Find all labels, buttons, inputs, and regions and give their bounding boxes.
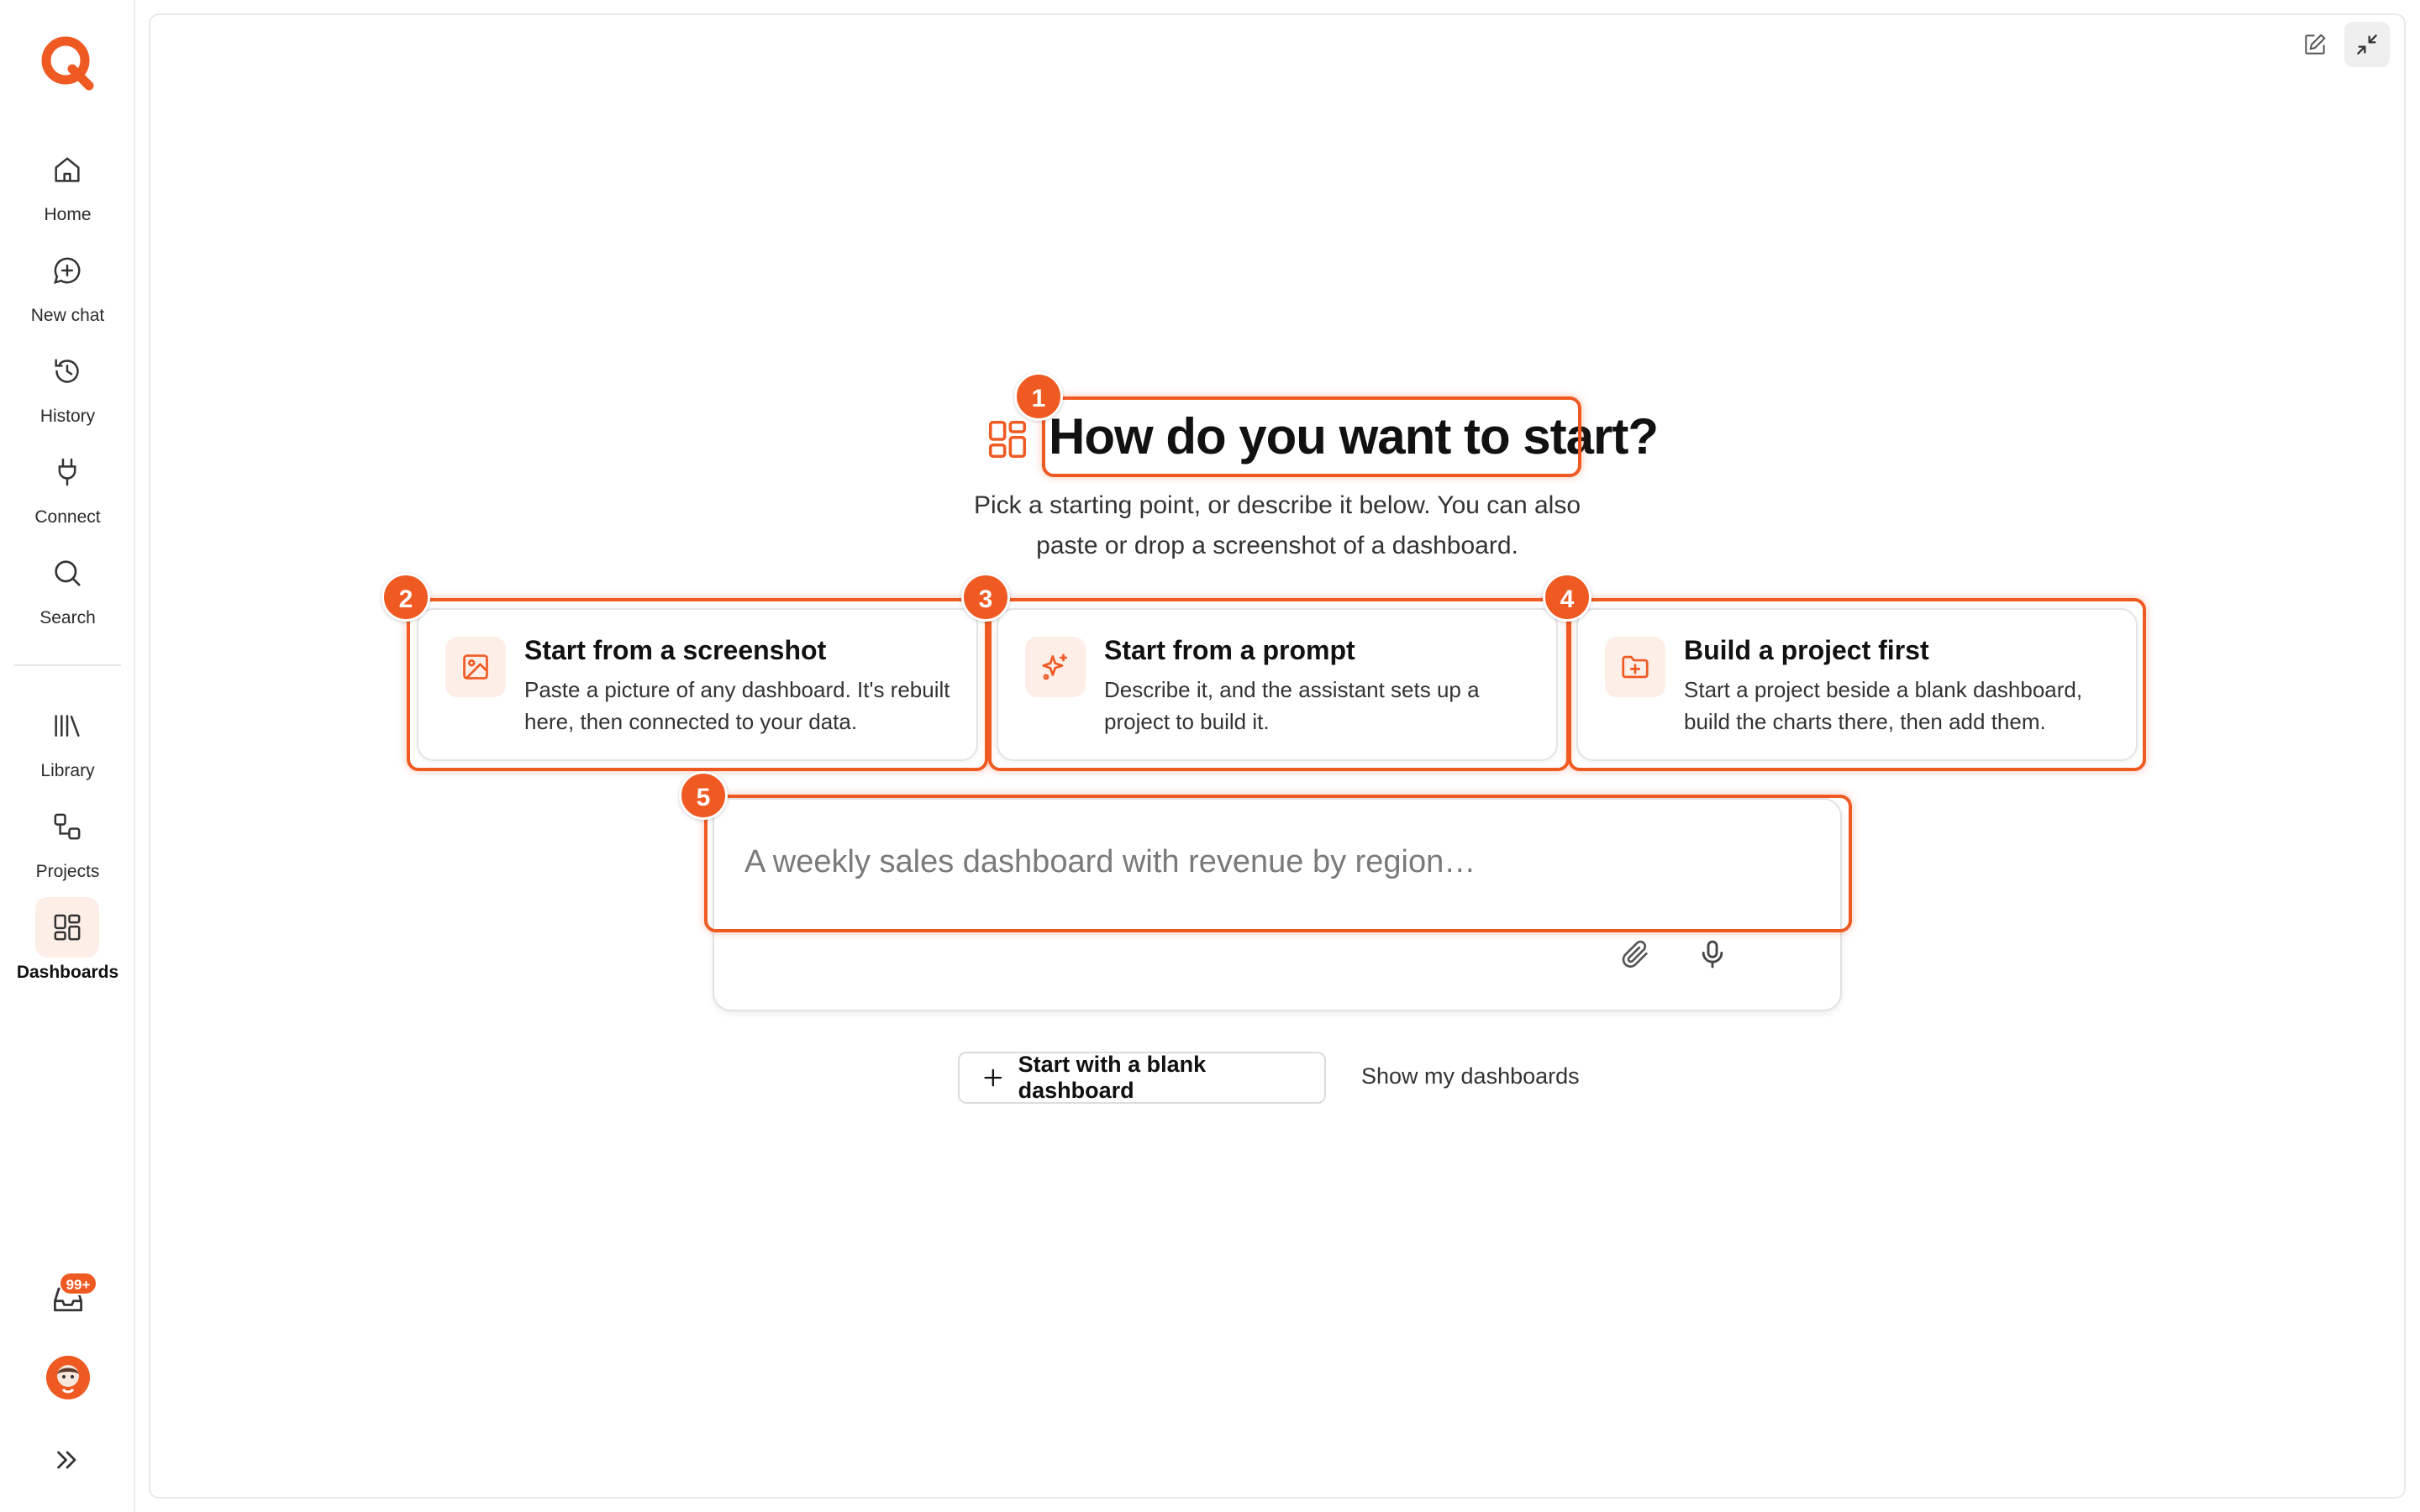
notification-badge: 99+ [59, 1272, 97, 1295]
avatar[interactable] [46, 1356, 90, 1399]
library-icon [50, 709, 84, 743]
collapse-icon [2354, 31, 2381, 58]
sidebar-item-connect[interactable] [0, 454, 135, 546]
paperclip-icon [1618, 937, 1652, 971]
annotation-highlight-3 [988, 598, 1570, 771]
card-description: Describe it, and the assistant sets up a project to build it. [1104, 677, 1480, 734]
annotation-marker-3: 3 [961, 573, 1010, 622]
microphone-button[interactable] [1691, 932, 1734, 976]
annotation-highlight-2 [407, 598, 988, 771]
annotation-marker-2: 2 [381, 573, 430, 622]
sidebar-divider [13, 664, 121, 666]
sidebar-item-search[interactable] [0, 554, 135, 647]
start-blank-dashboard-button[interactable] [958, 1052, 1326, 1104]
sidebar-item-history[interactable] [0, 353, 135, 445]
sidebar-item-home[interactable] [0, 151, 135, 244]
sidebar-item-label: Connect [34, 507, 101, 527]
sidebar-item-library[interactable] [0, 707, 135, 800]
sidebar-item-label: Dashboards [16, 963, 119, 982]
page-title: How do you want to start? [1049, 408, 1658, 465]
page-subtitle: Pick a starting point, or describe it below. You can also paste or drop a screenshot of a dashboard. [973, 491, 1581, 559]
card-description: Paste a picture of any dashboard. It's rebuilt here, then connected to your data. [524, 677, 950, 734]
sidebar-item-label: Search [39, 608, 96, 627]
card-description: Start a project beside a blank dashboard, build the charts there, then add them. [1684, 677, 2083, 734]
sidebar-item-projects[interactable] [0, 808, 135, 900]
sidebar-item-label: Library [40, 761, 95, 780]
plus-icon [981, 1066, 1005, 1089]
collapse-button[interactable] [2344, 22, 2390, 67]
start-blank-dashboard-label: Start with a blank dashboard [1018, 1052, 1207, 1103]
sidebar-item-new-chat[interactable] [0, 252, 135, 344]
sidebar-item-label: Home [44, 205, 92, 224]
show-my-dashboards-link[interactable]: Show my dashboards [1361, 1063, 1580, 1089]
sidebar-item-label: History [39, 407, 96, 426]
search-icon [50, 556, 84, 590]
edit-button[interactable] [2292, 22, 2338, 67]
sidebar-item-label: New chat [30, 306, 105, 325]
annotation-marker-4: 4 [1543, 573, 1591, 622]
card-title: Start from a prompt [1104, 635, 1355, 665]
attach-button[interactable] [1613, 932, 1657, 976]
annotation-highlight-4 [1568, 598, 2146, 771]
sidebar [0, 0, 135, 1512]
dashboard-heading-icon [985, 417, 1030, 462]
sidebar-item-dashboards[interactable] [0, 909, 135, 1001]
card-title: Build a project first [1684, 635, 1929, 665]
annotation-marker-5: 5 [679, 771, 728, 820]
history-icon [50, 354, 84, 388]
chat-plus-icon [50, 254, 84, 287]
microphone-icon [1696, 937, 1729, 971]
annotation-highlight-1 [1042, 396, 1581, 477]
annotation-highlight-5 [704, 795, 1852, 932]
edit-icon [2302, 31, 2328, 58]
app-logo[interactable] [39, 34, 96, 91]
expand-sidebar-icon[interactable] [52, 1445, 82, 1475]
card-title: Start from a screenshot [524, 635, 827, 665]
sidebar-item-label: Projects [35, 862, 100, 881]
home-icon [50, 153, 84, 186]
plug-icon [50, 455, 84, 489]
dashboard-icon [50, 911, 84, 944]
projects-icon [50, 810, 84, 843]
annotation-marker-1: 1 [1014, 372, 1063, 421]
